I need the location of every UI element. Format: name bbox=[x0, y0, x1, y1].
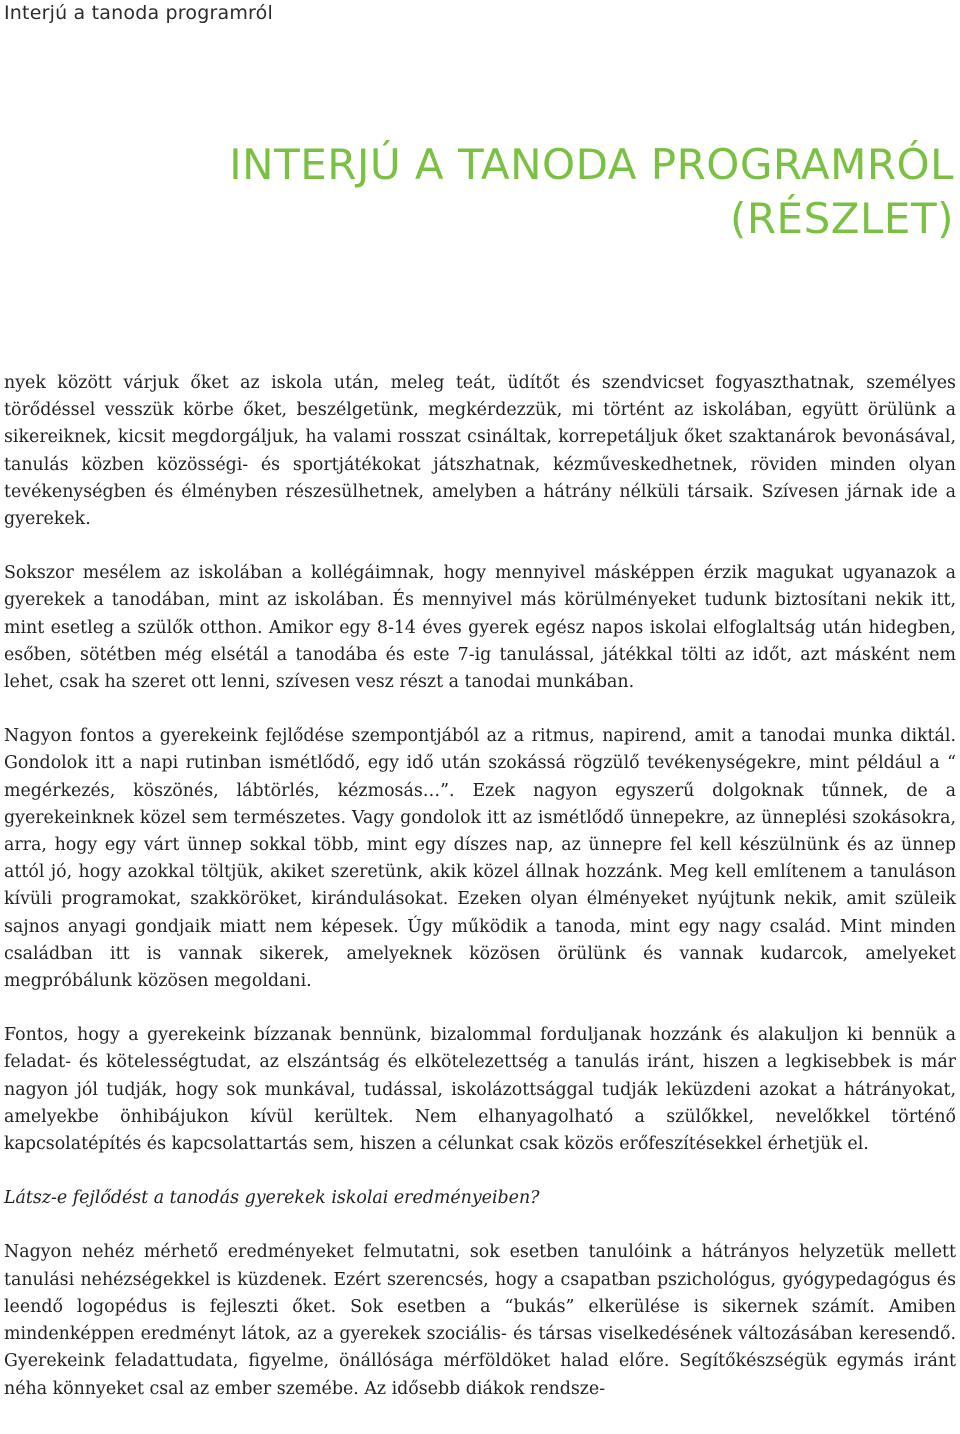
body-paragraph: nyek között várjuk őket az iskola után, meleg teát, üdítőt és szendvicset fogyaszthatnak, személyes törődéssel vesszük körbe őket, beszélgetünk, megkérdezzük, mi történt az iskolában, együtt örülünk a sikereiknek, kicsit megdorgáljuk, ha valami rosszat csináltak, korrepetáljuk őket szaktanárok bevonásával, tanulás közben közösségi- és sportjátékokat játszhatnak, kézműveskedhetnek, röviden minden olyan tevékenységben és élményben részesülhetnek, amelyben a hátrány nélküli társaik. Szívesen járnak ide a gyerekek. bbox=[4, 373, 956, 530]
article-title-line-2: (RÉSZLET) bbox=[729, 194, 954, 243]
interview-question: Látsz-e fejlődést a tanodás gyerekek iskolai eredményeiben? bbox=[4, 1188, 540, 1209]
interview-answer: Nagyon nehéz mérhető eredményeket felmutatni, sok esetben tanulóink a hátrányos helyzetük mellett tanulási nehézségekkel is küzdenek. Ezért szerencsés, hogy a csapatban pszichológus, gyógypedagógus és leendő logopédus is fejleszti őket. Sok esetben a “bukás” elkerülése is sikernek számít. Amiben mindenképpen eredményt látok, az a gyerekek szociális- és társas viselkedésének változásában keresendő. Gyerekeink feladattudata, figyelme, önállósága mérföldöket halad előre. Segítőkészségük egymás iránt néha könnyeket csal az ember szemébe. Az idősebb diákok rendsze- bbox=[4, 1242, 956, 1399]
body-paragraph: Fontos, hogy a gyerekeink bízzanak bennünk, bizalommal forduljanak hozzánk és alakuljon ki bennük a feladat- és kötelességtudat, az elszántság és elkötelezettség a tanulás iránt, hiszen a legkisebbek is már nagyon jól tudják, hogy sok munkával, tudással, iskolázottsággal tudják leküzdeni azokat a hátrányokat, amelyekbe önhibájukon kívül kerültek. Nem elhanyagolható a szülőkkel, nevelőkkel történő kapcsolatépítés és kapcsolattartás sem, hiszen a célunkat csak közös erőfeszítésekkel érhetjük el. bbox=[4, 1025, 956, 1155]
body-paragraph: Nagyon fontos a gyerekeink fejlődése szempontjából az a ritmus, napirend, amit a tanodai munka diktál. Gondolok itt a napi rutinban ismétlődő, egy idő után szokássá rögzülő tevékenységekre, mint például a “ megérkezés, köszönés, lábtörlés, kézmosás…”. Ezek nagyon egyszerű dolgoknak tűnnek, de a gyerekeinknek közel sem természetes. Vagy gondolok itt az ismétlődő ünnepekre, az ünneplési szokásokra, arra, hogy egy várt ünnep sokkal több, mint egy díszes nap, az ünnepre fel kell készülnünk és az ünnep attól jó, hogy azokkal töltjük, akiket szeretünk, akik közel állnak hozzánk. Meg kell említenem a tanuláson kívüli programokat, szakköröket, kirándulásokat. Ezeken olyan élményeket nyújtunk nekik, amit szüleik sajnos anyagi gondjaik miatt nem képesek. Úgy működik a tanoda, mint egy nagy család. Mint minden családban itt is vannak sikerek, amelyeknek közösen örülünk és vannak kudarcok, amelyeket megpróbálunk közösen megoldani. bbox=[4, 726, 956, 992]
running-header: Interjú a tanoda programról bbox=[4, 2, 273, 24]
article-body bbox=[4, 370, 956, 1430]
body-paragraph: Sokszor mesélem az iskolában a kollégáimnak, hogy mennyivel másképpen érzik magukat ugyanazok a gyerekek a tanodában, mint az iskolában. És mennyivel más körülményeket tudunk biztosítani nekik itt, mint esetleg a szülők otthon. Amikor egy 8-14 éves gyerek egész napos iskolai elfoglaltság után hidegben, esőben, sötétben még elsétál a tanodába és este 7-ig tanulással, játékkal tölti az időt, azt másként nem lehet, csak ha szeret ott lenni, szívesen vesz részt a tanodai munkában. bbox=[4, 563, 956, 693]
article-title-line-1: INTERJÚ A TANODA PROGRAMRÓL bbox=[229, 140, 954, 189]
article-title bbox=[229, 138, 954, 246]
